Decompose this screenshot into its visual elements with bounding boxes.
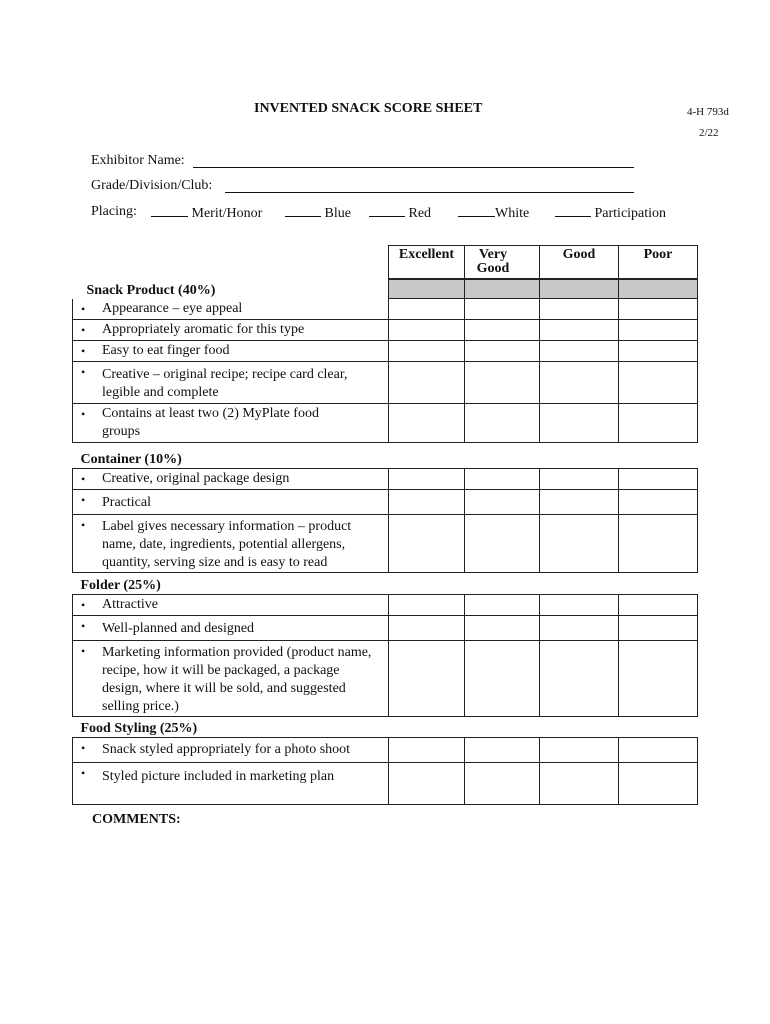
placing-label: Placing:: [91, 204, 137, 219]
score-cell[interactable]: [465, 362, 540, 404]
column-excellent: Excellent: [389, 246, 465, 279]
score-cell[interactable]: [619, 320, 698, 341]
score-cell[interactable]: [465, 341, 540, 362]
criterion-label: • Creative, original package design: [73, 469, 388, 488]
score-cell[interactable]: [465, 595, 540, 616]
score-cell[interactable]: [540, 763, 619, 805]
score-cell[interactable]: [619, 641, 698, 717]
score-cell[interactable]: [465, 404, 540, 443]
section-title: Container (10%): [80, 452, 182, 467]
criterion-row: [73, 515, 389, 573]
form-date: 2/22: [699, 127, 719, 139]
score-cell[interactable]: [540, 490, 619, 515]
score-cell[interactable]: [465, 469, 540, 490]
score-cell[interactable]: [619, 515, 698, 573]
score-cell[interactable]: [389, 320, 465, 341]
criterion-label: • Practical: [73, 490, 388, 512]
header-spacer: [73, 246, 389, 279]
score-cell[interactable]: [619, 738, 698, 763]
section-title: Folder (25%): [80, 578, 161, 593]
score-cell[interactable]: [540, 320, 619, 341]
criterion-row: [73, 320, 389, 341]
criterion-label: • Label gives necessary information – product name, date, ingredients, potential allergens, quantity, serving size and is easy to read: [73, 515, 388, 572]
criterion-row: [73, 763, 389, 805]
score-cell[interactable]: [540, 299, 619, 320]
criterion-row: [73, 362, 389, 404]
criterion-label: • Snack styled appropriately for a photo shoot: [73, 738, 388, 759]
score-cell[interactable]: [619, 763, 698, 805]
column-very-good: Very Good: [465, 246, 540, 279]
criterion-row: [73, 299, 389, 320]
criterion-row: [73, 616, 389, 641]
exhibitor-name-label: Exhibitor Name:: [91, 153, 185, 168]
score-cell[interactable]: [465, 616, 540, 641]
criterion-label: • Easy to eat finger food: [73, 341, 388, 360]
score-cell: [619, 279, 698, 299]
score-cell[interactable]: [389, 763, 465, 805]
criterion-label: • Attractive: [73, 595, 388, 614]
section-title: Snack Product (40%): [86, 282, 216, 298]
score-cell[interactable]: [540, 738, 619, 763]
placing-blue-label: Blue: [324, 206, 351, 221]
score-cell[interactable]: [619, 299, 698, 320]
placing-merit-honor-label: Merit/Honor: [191, 206, 263, 221]
criterion-label: • Appearance – eye appeal: [73, 299, 388, 318]
score-cell[interactable]: [389, 616, 465, 641]
score-cell[interactable]: [619, 490, 698, 515]
score-table: [72, 245, 698, 805]
section-title: Food Styling (25%): [80, 721, 198, 736]
score-cell[interactable]: [389, 641, 465, 717]
score-cell[interactable]: [540, 595, 619, 616]
score-cell: [389, 279, 465, 299]
placing-merit-honor[interactable]: [151, 204, 262, 222]
score-cell[interactable]: [540, 362, 619, 404]
criterion-label: • Appropriately aromatic for this type: [73, 320, 388, 339]
score-cell[interactable]: [465, 320, 540, 341]
score-cell[interactable]: [540, 469, 619, 490]
score-cell[interactable]: [540, 341, 619, 362]
score-cell[interactable]: [465, 515, 540, 573]
score-cell[interactable]: [465, 738, 540, 763]
score-cell[interactable]: [540, 616, 619, 641]
criterion-row: [73, 404, 389, 443]
criterion-row: [73, 595, 389, 616]
score-cell[interactable]: [465, 490, 540, 515]
form-code: 4-H 793d: [687, 106, 729, 118]
placing-blue[interactable]: [285, 204, 351, 222]
score-cell[interactable]: [389, 362, 465, 404]
criterion-label: • Contains at least two (2) MyPlate food groups: [73, 404, 388, 441]
column-good: Good: [540, 246, 619, 279]
score-cell[interactable]: [389, 469, 465, 490]
score-cell[interactable]: [389, 595, 465, 616]
score-cell[interactable]: [389, 490, 465, 515]
score-cell[interactable]: [619, 616, 698, 641]
score-cell: [540, 279, 619, 299]
score-cell[interactable]: [619, 469, 698, 490]
score-cell[interactable]: [619, 341, 698, 362]
criterion-label: • Creative – original recipe; recipe card clear, legible and complete: [73, 362, 388, 402]
score-cell[interactable]: [619, 595, 698, 616]
score-cell[interactable]: [619, 362, 698, 404]
score-cell: [465, 279, 540, 299]
comments-label: COMMENTS:: [92, 812, 181, 827]
score-cell[interactable]: [619, 404, 698, 443]
criterion-label: • Styled picture included in marketing plan: [73, 763, 388, 786]
grade-division-club-label: Grade/Division/Club:: [91, 178, 213, 193]
score-cell[interactable]: [389, 515, 465, 573]
placing-participation-label: Participation: [594, 206, 667, 221]
score-cell[interactable]: [389, 341, 465, 362]
page-title: INVENTED SNACK SCORE SHEET: [254, 101, 483, 116]
score-cell[interactable]: [465, 299, 540, 320]
criterion-row: [73, 469, 389, 490]
score-cell[interactable]: [540, 404, 619, 443]
score-cell[interactable]: [389, 738, 465, 763]
criterion-row: [73, 738, 389, 763]
criterion-row: [73, 490, 389, 515]
criterion-label: • Well-planned and designed: [73, 616, 388, 638]
score-cell[interactable]: [540, 515, 619, 573]
exhibitor-name-line[interactable]: [193, 167, 634, 168]
score-cell[interactable]: [389, 404, 465, 443]
placing-red[interactable]: [369, 204, 431, 222]
criterion-row: [73, 641, 389, 717]
score-cell[interactable]: [465, 763, 540, 805]
score-cell[interactable]: [540, 641, 619, 717]
placing-red-label: Red: [408, 206, 432, 221]
placing-white[interactable]: [458, 204, 529, 222]
criterion-row: [73, 341, 389, 362]
placing-white-label: White: [495, 206, 530, 221]
placing-participation[interactable]: [555, 204, 666, 222]
score-cell[interactable]: [465, 641, 540, 717]
grade-division-club-line[interactable]: [225, 192, 634, 193]
criterion-label: • Marketing information provided (product name, recipe, how it will be packaged, a package design, where it will be sold, and suggested selling price.): [73, 641, 388, 716]
column-poor: Poor: [619, 246, 698, 279]
score-cell[interactable]: [389, 299, 465, 320]
